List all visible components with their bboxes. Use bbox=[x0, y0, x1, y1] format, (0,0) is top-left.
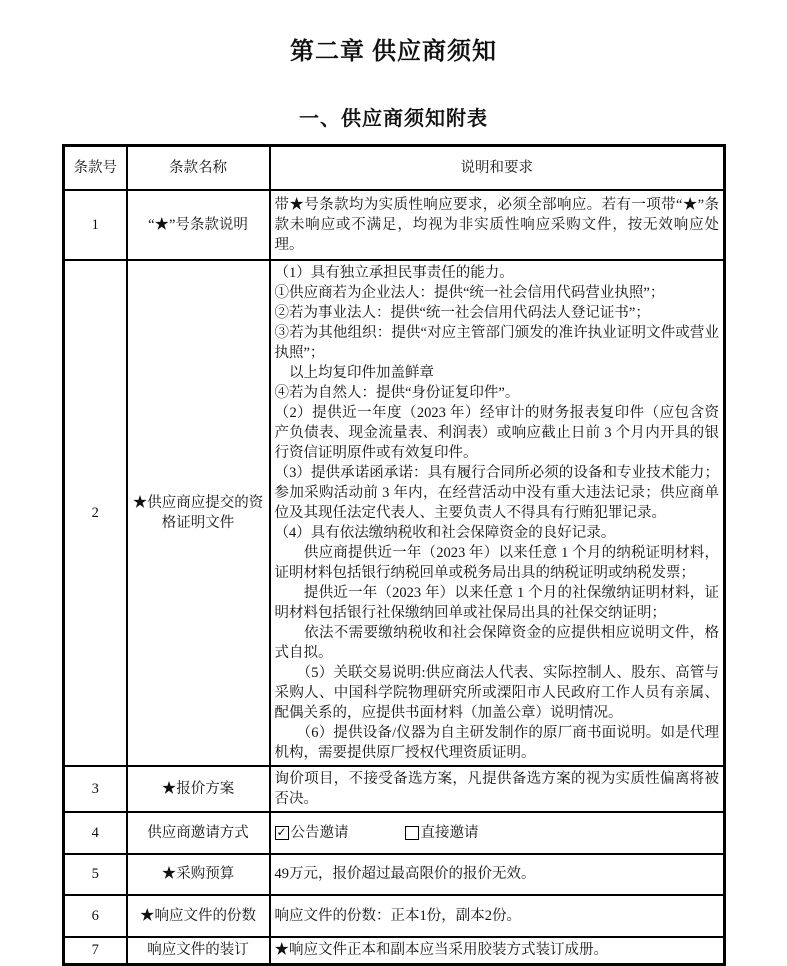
clause-description bbox=[270, 895, 725, 937]
checkbox-unchecked-icon bbox=[405, 826, 419, 840]
clause-paragraph: （2）提供近一年度（2023 年）经审计的财务报表复印件（应包含资产负债表、现金流量表、利润表）或响应截止日前 3 个月内开具的银行资信证明原件或有效复印件。 bbox=[274, 404, 719, 461]
clause-name: “★”号条款说明 bbox=[127, 190, 270, 260]
clause-paragraph: （1）具有独立承担民事责任的能力。 bbox=[274, 264, 514, 281]
clause-number: 3 bbox=[64, 766, 127, 812]
clause-description bbox=[270, 766, 725, 812]
col-header-description: 说明和要求 bbox=[270, 146, 725, 190]
clause-number: 4 bbox=[64, 812, 127, 854]
table-row bbox=[64, 895, 725, 937]
clause-number: 2 bbox=[64, 260, 127, 766]
clause-number: 7 bbox=[64, 937, 127, 965]
clause-description bbox=[270, 937, 725, 965]
clause-number: 6 bbox=[64, 895, 127, 937]
clause-paragraph: 供应商提供近一年（2023 年）以来任意 1 个月的纳税证明材料，证明材料包括银行纳税回单或税务局出具的纳税证明或纳税发票； bbox=[274, 544, 719, 581]
clause-paragraph: 提供近一年（2023 年）以来任意 1 个月的社保缴纳证明材料，证明材料包括银行社保缴纳回单或社保局出具的社保交纳证明； bbox=[274, 584, 719, 621]
clause-name: 响应文件的装订 bbox=[127, 937, 270, 965]
checkbox-group bbox=[275, 823, 720, 843]
clause-name: ★供应商应提交的资格证明文件 bbox=[127, 260, 270, 766]
clause-description bbox=[270, 190, 725, 260]
clause-description bbox=[270, 812, 725, 854]
table-row bbox=[64, 260, 725, 766]
clause-paragraph: （4）具有依法缴纳税收和社会保障资金的良好记录。 bbox=[274, 524, 616, 541]
checkbox-option-checked bbox=[275, 823, 349, 843]
col-header-clause-name: 条款名称 bbox=[127, 146, 270, 190]
chapter-title: 第二章 供应商须知 bbox=[290, 39, 497, 65]
clause-paragraph: （6）提供设备/仪器为自主研发制作的原厂商书面说明。如是代理机构，需要提供原厂授权代理资质证明。 bbox=[274, 724, 719, 761]
header-row bbox=[64, 146, 725, 190]
table-row bbox=[64, 812, 725, 854]
checkbox-label: 公告邀请 bbox=[290, 824, 349, 841]
table-row bbox=[64, 766, 725, 812]
clause-number: 5 bbox=[64, 854, 127, 895]
clause-name: 供应商邀请方式 bbox=[127, 812, 270, 854]
checkbox-option-unchecked bbox=[405, 823, 479, 843]
col-header-clause-no: 条款号 bbox=[64, 146, 127, 190]
clause-paragraph: ②若为事业法人：提供“统一社会信用代码法人登记证书”； bbox=[274, 304, 650, 321]
clause-paragraph: 依法不需要缴纳税收和社会保障资金的应提供相应说明文件，格式自拟。 bbox=[274, 624, 719, 661]
table-body bbox=[64, 190, 725, 965]
checkbox-label: 直接邀请 bbox=[420, 824, 479, 841]
clause-paragraph: 响应文件的份数：正本1份，副本2份。 bbox=[274, 907, 521, 924]
clause-paragraph: 询价项目，不接受备选方案，凡提供备选方案的视为实质性偏离将被否决。 bbox=[274, 770, 719, 807]
clause-description bbox=[270, 260, 725, 766]
clause-number: 1 bbox=[64, 190, 127, 260]
table-row bbox=[64, 190, 725, 260]
clause-name: ★报价方案 bbox=[127, 766, 270, 812]
table-row bbox=[64, 854, 725, 895]
clause-name: ★响应文件的份数 bbox=[127, 895, 270, 937]
clause-paragraph: ★响应文件正本和副本应当采用胶装方式装订成册。 bbox=[274, 942, 608, 959]
clause-name: ★采购预算 bbox=[127, 854, 270, 895]
clause-paragraph: ③若为其他组织：提供“对应主管部门颁发的准许执业证明文件或营业执照”； bbox=[274, 324, 719, 361]
clause-description bbox=[270, 854, 725, 895]
clause-paragraph: 49万元，报价超过最高限价的报价无效。 bbox=[274, 866, 536, 882]
table-row bbox=[64, 937, 725, 965]
clause-paragraph: （3）提供承诺函承诺：具有履行合同所必须的设备和专业技术能力；参加采购活动前 3 年内，在经营活动中没有重大违法记录；供应商单位及其现任法定代表人、主要负责人不得具有行贿犯罪记录。 bbox=[274, 464, 719, 521]
clause-paragraph: ④若为自然人：提供“身份证复印件”。 bbox=[274, 384, 520, 401]
supplier-notice-table bbox=[62, 144, 726, 966]
section-title: 一、供应商须知附表 bbox=[299, 108, 488, 130]
clause-paragraph: （5）关联交易说明:供应商法人代表、实际控制人、股东、高管与采购人、中国科学院物理研究所或溧阳市人民政府工作人员有亲属、配偶关系的，应提供书面材料（加盖公章）说明情况。 bbox=[274, 664, 719, 721]
table-header bbox=[64, 146, 725, 190]
clause-paragraph: ①供应商若为企业法人：提供“统一社会信用代码营业执照”； bbox=[274, 284, 665, 301]
clause-paragraph: 带★号条款均为实质性响应要求，必须全部响应。若有一项带“★”条款未响应或不满足，均视为非实质性响应采购文件，按无效响应处理。 bbox=[274, 196, 719, 253]
clause-paragraph: 以上均复印件加盖鲜章 bbox=[274, 364, 434, 381]
checkbox-checked-icon: ✓ bbox=[276, 824, 287, 839]
